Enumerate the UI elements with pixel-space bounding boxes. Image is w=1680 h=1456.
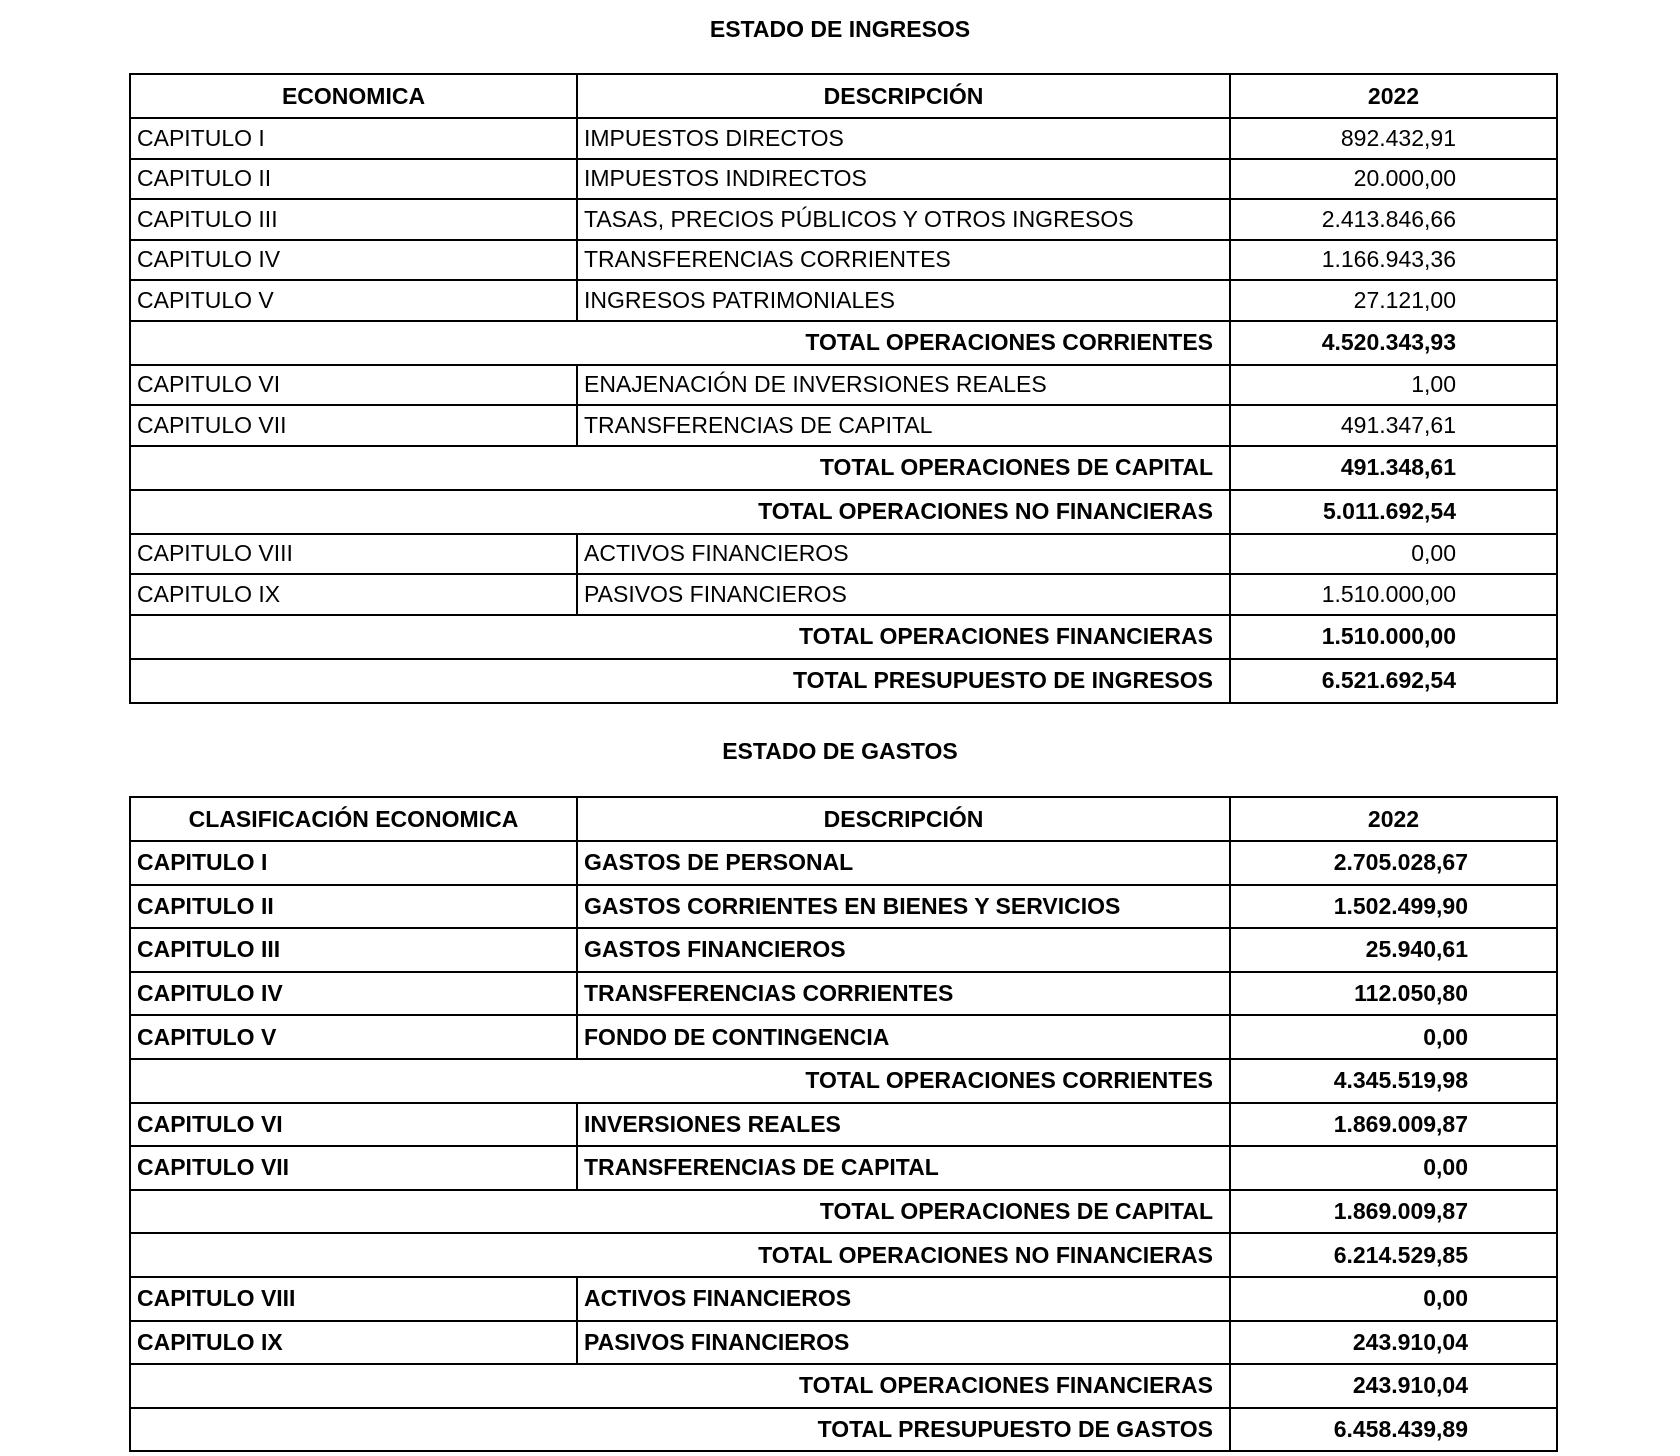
table-row <box>130 972 1557 1016</box>
chapter-value: 0,00 <box>1230 1015 1557 1059</box>
chapter-description: TRANSFERENCIAS DE CAPITAL <box>577 405 1230 446</box>
chapter-code: CAPITULO VIII <box>130 534 577 575</box>
chapter-code: CAPITULO I <box>130 841 577 885</box>
total-row <box>130 615 1557 659</box>
chapter-value: 2.413.846,66 <box>1230 199 1557 240</box>
header-year: 2022 <box>1230 797 1557 841</box>
chapter-code: CAPITULO V <box>130 1015 577 1059</box>
chapter-value: 1,00 <box>1230 365 1557 406</box>
chapter-value: 1.502.499,90 <box>1230 885 1557 929</box>
total-label: TOTAL OPERACIONES CORRIENTES <box>130 321 1230 365</box>
chapter-value: 491.347,61 <box>1230 405 1557 446</box>
chapter-code: CAPITULO V <box>130 280 577 321</box>
chapter-code: CAPITULO VII <box>130 405 577 446</box>
chapter-description: ACTIVOS FINANCIEROS <box>577 1277 1230 1321</box>
chapter-description: TRANSFERENCIAS CORRIENTES <box>577 972 1230 1016</box>
table-row <box>130 1103 1557 1147</box>
chapter-description: INVERSIONES REALES <box>577 1103 1230 1147</box>
chapter-description: GASTOS DE PERSONAL <box>577 841 1230 885</box>
chapter-value: 27.121,00 <box>1230 280 1557 321</box>
table-row <box>130 240 1557 281</box>
total-row <box>130 1190 1557 1234</box>
table-header-row <box>130 74 1557 118</box>
chapter-description: PASIVOS FINANCIEROS <box>577 574 1230 615</box>
chapter-value: 0,00 <box>1230 1146 1557 1190</box>
chapter-code: CAPITULO IX <box>130 574 577 615</box>
chapter-description: TRANSFERENCIAS CORRIENTES <box>577 240 1230 281</box>
total-label: TOTAL PRESUPUESTO DE INGRESOS <box>130 659 1230 703</box>
total-label: TOTAL PRESUPUESTO DE GASTOS <box>130 1408 1230 1452</box>
total-row <box>130 1364 1557 1408</box>
table-row <box>130 534 1557 575</box>
gastos-table <box>129 796 1558 1452</box>
total-label: TOTAL OPERACIONES FINANCIERAS <box>130 1364 1230 1408</box>
total-value: 4.345.519,98 <box>1230 1059 1557 1103</box>
total-row <box>130 321 1557 365</box>
total-row <box>130 1233 1557 1277</box>
chapter-value: 243.910,04 <box>1230 1321 1557 1365</box>
chapter-description: INGRESOS PATRIMONIALES <box>577 280 1230 321</box>
chapter-code: CAPITULO VIII <box>130 1277 577 1321</box>
total-value: 1.869.009,87 <box>1230 1190 1557 1234</box>
chapter-description: IMPUESTOS DIRECTOS <box>577 118 1230 159</box>
total-row <box>130 490 1557 534</box>
header-economica: ECONOMICA <box>130 74 577 118</box>
chapter-value: 0,00 <box>1230 1277 1557 1321</box>
gastos-title: ESTADO DE GASTOS <box>722 738 958 764</box>
table-row <box>130 199 1557 240</box>
table-row <box>130 1321 1557 1365</box>
chapter-description: FONDO DE CONTINGENCIA <box>577 1015 1230 1059</box>
table-row <box>130 885 1557 929</box>
header-descripcion: DESCRIPCIÓN <box>577 797 1230 841</box>
table-row <box>130 928 1557 972</box>
header-descripcion: DESCRIPCIÓN <box>577 74 1230 118</box>
chapter-value: 25.940,61 <box>1230 928 1557 972</box>
total-row <box>130 659 1557 703</box>
header-clasificacion: CLASIFICACIÓN ECONOMICA <box>130 797 577 841</box>
table-header-row <box>130 797 1557 841</box>
table-row <box>130 1146 1557 1190</box>
header-year: 2022 <box>1230 74 1557 118</box>
chapter-description: PASIVOS FINANCIEROS <box>577 1321 1230 1365</box>
chapter-code: CAPITULO IV <box>130 240 577 281</box>
chapter-code: CAPITULO I <box>130 118 577 159</box>
total-label: TOTAL OPERACIONES NO FINANCIERAS <box>130 490 1230 534</box>
table-row <box>130 159 1557 200</box>
chapter-value: 20.000,00 <box>1230 159 1557 200</box>
chapter-value: 2.705.028,67 <box>1230 841 1557 885</box>
ingresos-table <box>129 73 1558 704</box>
total-row <box>130 1059 1557 1103</box>
table-row <box>130 365 1557 406</box>
chapter-description: TASAS, PRECIOS PÚBLICOS Y OTROS INGRESOS <box>577 199 1230 240</box>
total-value: 1.510.000,00 <box>1230 615 1557 659</box>
table-row <box>130 1277 1557 1321</box>
total-value: 6.214.529,85 <box>1230 1233 1557 1277</box>
chapter-code: CAPITULO IV <box>130 972 577 1016</box>
total-label: TOTAL OPERACIONES NO FINANCIERAS <box>130 1233 1230 1277</box>
table-row <box>130 574 1557 615</box>
chapter-code: CAPITULO II <box>130 885 577 929</box>
chapter-description: IMPUESTOS INDIRECTOS <box>577 159 1230 200</box>
total-value: 5.011.692,54 <box>1230 490 1557 534</box>
total-label: TOTAL OPERACIONES FINANCIERAS <box>130 615 1230 659</box>
chapter-description: ENAJENACIÓN DE INVERSIONES REALES <box>577 365 1230 406</box>
total-value: 6.521.692,54 <box>1230 659 1557 703</box>
total-value: 4.520.343,93 <box>1230 321 1557 365</box>
chapter-code: CAPITULO II <box>130 159 577 200</box>
chapter-description: TRANSFERENCIAS DE CAPITAL <box>577 1146 1230 1190</box>
table-row <box>130 405 1557 446</box>
total-value: 6.458.439,89 <box>1230 1408 1557 1452</box>
chapter-value: 112.050,80 <box>1230 972 1557 1016</box>
chapter-value: 1.869.009,87 <box>1230 1103 1557 1147</box>
chapter-description: ACTIVOS FINANCIEROS <box>577 534 1230 575</box>
chapter-value: 1.166.943,36 <box>1230 240 1557 281</box>
chapter-code: CAPITULO III <box>130 199 577 240</box>
chapter-value: 892.432,91 <box>1230 118 1557 159</box>
chapter-code: CAPITULO III <box>130 928 577 972</box>
table-row <box>130 1015 1557 1059</box>
chapter-value: 1.510.000,00 <box>1230 574 1557 615</box>
total-row <box>130 446 1557 490</box>
table-row <box>130 280 1557 321</box>
total-value: 243.910,04 <box>1230 1364 1557 1408</box>
total-label: TOTAL OPERACIONES DE CAPITAL <box>130 1190 1230 1234</box>
chapter-description: GASTOS FINANCIEROS <box>577 928 1230 972</box>
table-row <box>130 118 1557 159</box>
chapter-code: CAPITULO VI <box>130 1103 577 1147</box>
chapter-code: CAPITULO IX <box>130 1321 577 1365</box>
chapter-value: 0,00 <box>1230 534 1557 575</box>
total-row <box>130 1408 1557 1452</box>
total-value: 491.348,61 <box>1230 446 1557 490</box>
ingresos-title: ESTADO DE INGRESOS <box>709 16 971 42</box>
chapter-description: GASTOS CORRIENTES EN BIENES Y SERVICIOS <box>577 885 1230 929</box>
total-label: TOTAL OPERACIONES DE CAPITAL <box>130 446 1230 490</box>
total-label: TOTAL OPERACIONES CORRIENTES <box>130 1059 1230 1103</box>
table-row <box>130 841 1557 885</box>
chapter-code: CAPITULO VII <box>130 1146 577 1190</box>
chapter-code: CAPITULO VI <box>130 365 577 406</box>
